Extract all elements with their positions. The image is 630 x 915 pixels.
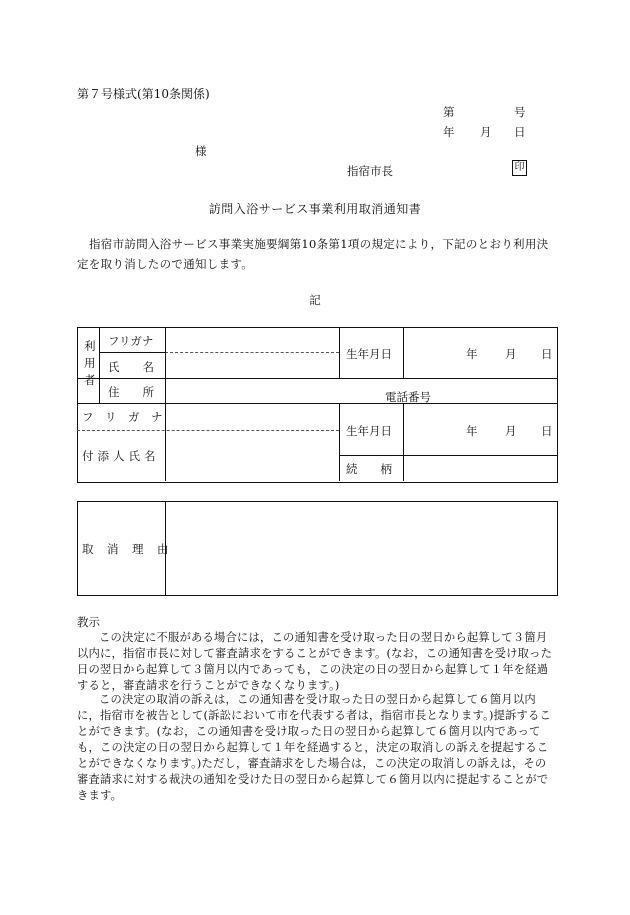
user-label-char: 利 [84, 339, 96, 353]
phone-label: 電話番号 [385, 390, 431, 404]
col-divider-label [165, 327, 166, 481]
body-text: 指宿市訪問入浴サービス事業実施要綱第10条第1項の規定により，下記のとおり利用決定を取り消したので通知します。 [77, 237, 549, 271]
user-label [84, 338, 94, 389]
instruction-paragraph-1: この決定に不服がある場合には，この通知書を受け取った日の翌日から起算して３箇月以内に，指宿市長に対して審査請求をすることができます。(なお，この通知書を受け取った日の翌日から起算して３箇月以内であっても，この決定の日の翌日から起算して１年を経過すると，審査請求を行うことができなくなります。) [77, 631, 553, 692]
companion-name-label: 付添人氏名 [82, 449, 160, 463]
user-label-char: 者 [84, 373, 96, 387]
birth-month: 月 [505, 347, 517, 361]
instruction-heading: 教示 [77, 615, 100, 629]
col-divider-user [99, 327, 100, 378]
row-divider-companion-furigana [77, 430, 339, 431]
col-divider-date-top [403, 327, 404, 378]
col-divider-date-bottom [403, 403, 404, 481]
form-number: 第７号様式(第10条関係) [77, 87, 210, 101]
col-divider-user-address [99, 378, 100, 403]
date-year: 年 [443, 125, 455, 139]
row-divider-address [77, 378, 557, 379]
row-divider-companion [77, 403, 557, 404]
relationship-label: 続 柄 [346, 462, 392, 476]
birth-year: 年 [466, 347, 478, 361]
col-divider-birth-top [339, 327, 340, 378]
companion-furigana-label: フ リ ガ ナ [82, 410, 163, 424]
furigana-label: フリガナ [108, 334, 154, 348]
companion-birth-date-label: 生年月日 [346, 424, 392, 438]
addressee-suffix: 様 [195, 144, 207, 158]
instruction-paragraph-2: この決定の取消の訴えは，この通知書を受け取った日の翌日から起算して６箇月以内に，指宿市を被告として(訴訟において市を代表する者は，指宿市長となります。)提訴することができます。(なお，この通知書を受け取った日の翌日から起算して６箇月以内であっても，この決定の日の翌日から起算して１年を経過すると，決定の取消しの訴えを提起することができなくなります。)ただし，審査請求をした場合は，この決定の取消しの訴えは，その審査請求に対する裁決の通知を受けた日の翌日から起算して６箇月以内に提起することができます。 [77, 693, 552, 802]
birth-date-label: 生年月日 [346, 347, 392, 361]
ki-label: 記 [309, 293, 321, 307]
date-month: 月 [480, 125, 492, 139]
date-day: 日 [514, 125, 526, 139]
row-divider-relationship [339, 455, 557, 456]
row-divider-label [99, 352, 165, 353]
name-label: 氏 名 [108, 360, 154, 374]
issuer-name: 指宿市長 [347, 164, 393, 178]
companion-birth-year: 年 [466, 424, 478, 438]
birth-day: 日 [541, 347, 553, 361]
document-number-suffix: 号 [514, 105, 526, 119]
reason-label: 取 消 理 由 [82, 542, 170, 556]
companion-birth-day: 日 [541, 424, 553, 438]
document-title: 訪問入浴サービス事業利用取消通知書 [208, 202, 422, 216]
row-divider-furigana [165, 352, 339, 353]
document-number-prefix: 第 [443, 105, 455, 119]
col-divider-birth-bottom [339, 403, 340, 481]
companion-birth-month: 月 [505, 424, 517, 438]
user-label-char: 用 [84, 356, 96, 370]
address-label: 住 所 [108, 385, 154, 399]
seal-mark: 印 [512, 160, 527, 176]
